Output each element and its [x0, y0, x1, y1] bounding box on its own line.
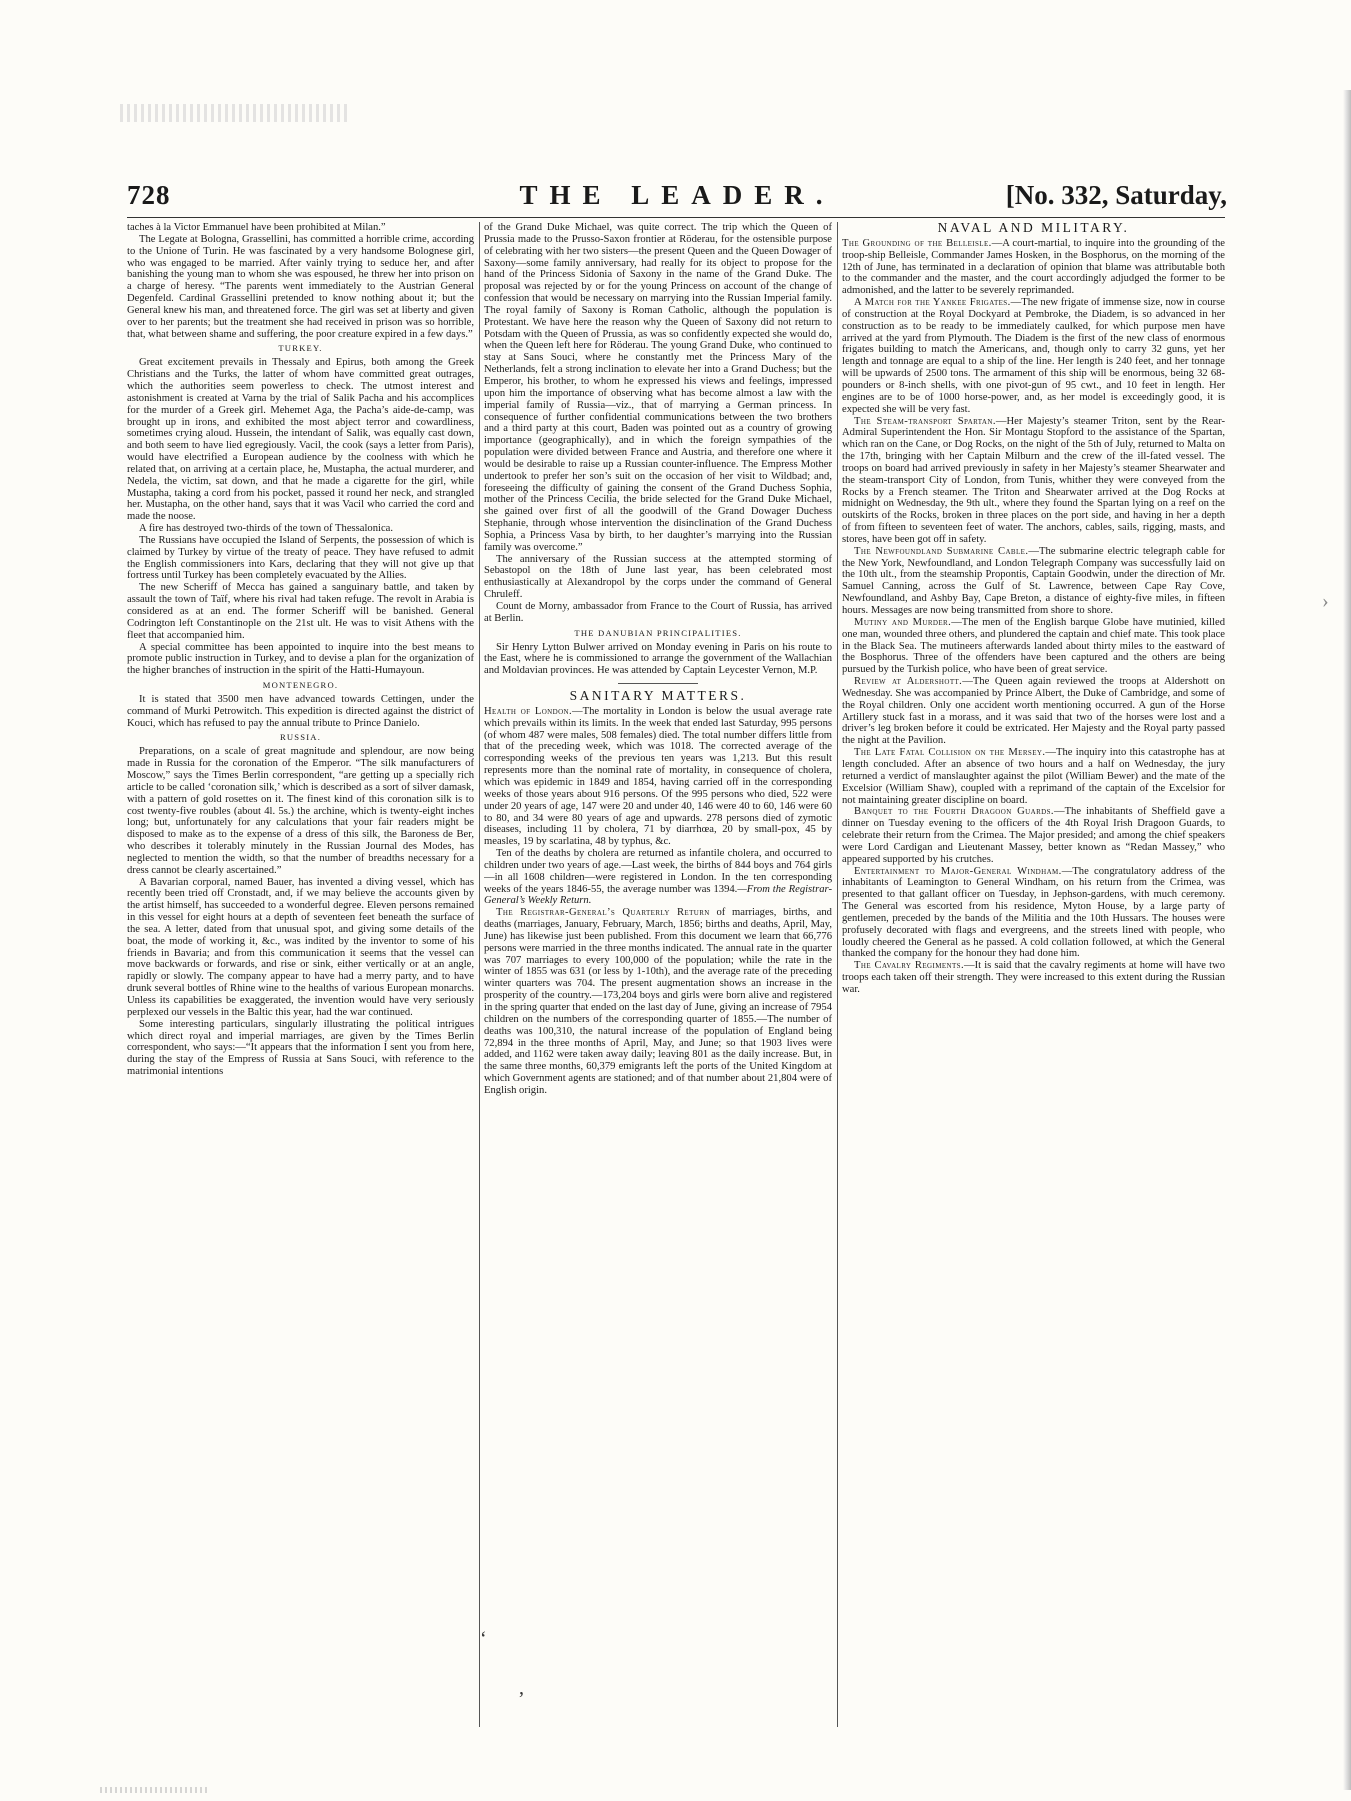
paragraph: [842, 238, 1225, 297]
subsection-heading: MONTENEGRO.: [262, 680, 339, 691]
masthead: THE LEADER.: [519, 180, 835, 210]
paragraph: [842, 617, 1225, 676]
column-rule: [479, 222, 480, 1727]
paragraph-body: —The inhabitants of Sheffield gave a dinner on Tuesday evening to the officers of the 4th Royal Irish Dragoon Guards, to celebrate their return from the Crimea. The Major presided; and among the chief speakers were Lord Cardigan and Lieutenant Massey, better known as “Redan Massey,” who appeared supported by his crutches.: [842, 806, 1225, 865]
paragraph: Preparations, on a scale of great magnitude and splendour, are now being made in Russia for the coronation of the Emperor. “The silk manufacturers of Moscow,” says the Times Berlin correspondent, “are getting up a specially rich article to be called ‘coronation silk,’ which is described as a sort of silver damask, with a pattern of gold rosettes on it. The finest kind of this coronation silk is to cost twenty-five roubles (about 4l. 5s.) the archine, which is twenty-eight inches long; but, unfortunately for any calculations that your fair readers might be disposed to make as to the expense of a dress of this silk, the Baroness de Ber, who describes it tolerably minutely in the Russian Journal des Modes, has neglected to mention the width, so that the number of breadths necessary for a dress cannot be clearly ascertained.”: [127, 746, 474, 876]
page-binding-edge: [1343, 90, 1351, 1790]
column-2: [484, 222, 832, 1727]
paragraph: of the Grand Duke Michael, was quite correct. The trip which the Queen of Prussia made to the Prusso-Saxon frontier at Röderau, for the ostensible purpose of celebrating with her two sisters—the present Queen and the Queen Dowager of Saxony—some family anniversary, had really for its object to propose for the hand of the Princess Sidonia of Saxony in the name of the Grand Duke. The proposal was rejected by or for the young Princess on account of the change of confession that would be necessary on marrying into the Russian Imperial family. The royal family of Saxony is Roman Catholic, although the population is Protestant. We have here the reason why the Queen of Saxony did not return to Potsdam with the Queen of Prussia, as was so confidently expected she would do, when the Queen left here for Röderau. The young Grand Duke, who continued to stay at Sans Souci, where he constantly met the Princess Mary of the Netherlands, felt a strong inclination to elevate her into a Grand Duchess; but the Emperor, his brother, to whom he expressed his views and feelings, impressed upon him the importance of observing what has become almost a law with the imperial family of Russia—viz., that of marrying a German princess. In consequence of further confidential communications between the two brothers and a third party at this court, Baden was pointed out as a country of growing importance (geographically), and in which the foreign sympathies of the population were divided between France and Austria, and therefore one where it would be desirable to raise up a Russian counter-influence. The Empress Mother undertook to prefer her son’s suit on the occasion of her visit to Wildbad; and, foreseeing the difficulty of gaining the consent of the Grand Duchess Sophia, mother of the Princess Cecilia, the bride selected for the Grand Duke Michael, she gained over first of all the goodwill of the Grand Dowager Duchess Stephanie, through whose intervention the disinclination of the Grand Duchess Sophia, a Princess Vasa by birth, to her daughter’s marrying into the Russian family was overcome.”: [484, 222, 832, 553]
paragraph: A special committee has been appointed to inquire into the best means to promote public instruction in Turkey, and to devise a plan for the organization of the higher branches of instruction in the spirit of the Hatti-Humayoun.: [127, 641, 474, 677]
paragraph-body: Ten of the deaths by cholera are returned as infantile cholera, and occurred to children under two years of age.—Last week, the births of 844 boys and 764 girls—in all 1608 children—were registered in London. In the ten corresponding weeks of the years 1846-55, the average number was 1394.: [484, 848, 832, 895]
paragraph-lead: Banquet to the Fourth Dragoon Guards.: [854, 806, 1054, 818]
column-3: [842, 222, 1225, 1727]
source-citation: —From the Registrar-General’s Weekly Return.: [484, 883, 832, 907]
paragraph: [842, 676, 1225, 747]
paragraph-body: —The new frigate of immense size, now in course of construction at the Royal Dockyard at Pembroke, the Diadem, is so advanced in her construction as to be ready to be immediately caulked, for which purpose men have arrived at the yard from Plymouth. The Diadem is the first of the new class of enormous frigates building to match the Americans, and, though only to carry 32 guns, yet her length and tonnage are equal to a ship of the line. Her length is 240 feet, and her tonnage will be upwards of 2500 tons. The armament of this ship will be enormous, being 32 68-pounders or 8-inch shells, with one pivot-gun of 95 cwt., and 10 feet in length. Her engines are to be of 1000 horse-power, and, as her model is exceedingly good, it is expected she will be very fast.: [842, 297, 1225, 415]
paragraph-lead: The Grounding of the Belleisle.: [842, 237, 992, 249]
paragraph-lead: Mutiny and Murder.: [854, 616, 952, 628]
paragraph-lead: Health of London.: [484, 705, 573, 717]
subsection-heading: TURKEY.: [278, 343, 323, 354]
paragraph-body: —The Queen again reviewed the troops at Aldershott on Wednesday. She was accompanied by Prince Albert, the Duke of Cambridge, and some of the Royal children. Only one accident worth mentioning occurred. A gun of the Horse Artillery stuck fast in a morass, and it was said that two of the horses were lost and a driver’s leg broken before it could be extricated. Her Majesty and the Royal party passed the night at the Pavilion.: [842, 676, 1225, 747]
paragraph: Some interesting particulars, singularly illustrating the political intrigues which direct royal and imperial marriages, are given by the Times Berlin correspondent, who says:—“It appears that the information I sent you from here, during the stay of the Empress of Russia at Sans Souci, with reference to the matrimonial intentions: [127, 1018, 474, 1078]
paragraph-body: —The men of the English barque Globe have mutinied, killed one man, wounded three others, and plundered the captain and chief mate. This took place in the Black Sea. The mutineers afterwards landed about thirty miles to the eastward of the Bosphorus. Three of the offenders have been captured and the others are being pursued by the Turkish police, who have been of great service.: [842, 616, 1225, 676]
paragraph: [484, 907, 832, 1097]
paragraph: The anniversary of the Russian success at the attempted storming of Sebastopol on the 18th of June last year, has been celebrated most enthusiastically at Alexandropol by the corps under the command of General Chruleff.: [484, 553, 832, 601]
paragraph: [484, 848, 832, 907]
column-rule: [837, 222, 838, 1727]
paragraph-lead: The Late Fatal Collision on the Mersey.: [854, 747, 1046, 759]
header-rule: [127, 217, 1225, 218]
paragraph: The Legate at Bologna, Grassellini, has committed a horrible crime, according to the Unione of Turin. He was fascinated by a very handsome Bolognese girl, who was engaged to be married. After vainly trying to seduce her, and after banishing the young man to whom she was espoused, he threw her into prison on a charge of heresy. “The parents went immediately to the Austrian General Degenfeld. Cardinal Grassellini pretended to know nothing about it; but the General knew his man, and threatened force. The girl was set at liberty and given over to her parents; but the treatment she had received in prison was so horrible, that, what between shame and suffering, the poor creature expired in a few days.”: [127, 233, 474, 340]
paragraph-body: —The inquiry into this catastrophe has at length concluded. After an absence of two hours and a half on Wednesday, the jury returned a verdict of manslaughter against the pilot (William Bewer) and the mate of the Excelsior (William Shaw), coupled with a reprimand of the captain of the Excelsior for not maintaining greater discipline on board.: [842, 747, 1225, 806]
paragraph: [842, 747, 1225, 806]
column-1: [127, 222, 474, 1727]
paragraph: Sir Henry Lytton Bulwer arrived on Monday evening in Paris on his route to the East, where he is commissioned to arrange the government of the Wallachian and Moldavian provinces. He was attended by Captain Leycester Vernon, M.P.: [484, 641, 832, 677]
paragraph-lead: The Registrar-General’s Quarterly Return: [496, 907, 710, 919]
section-divider: [618, 683, 698, 684]
paragraph-lead: The Newfoundland Submarine Cable.: [854, 545, 1029, 557]
print-smudge-bottom: [100, 1787, 210, 1793]
paragraph: [842, 416, 1225, 546]
issue-info: [1006, 180, 1227, 211]
paragraph: taches à la Victor Emmanuel have been prohibited at Milan.”: [127, 222, 386, 233]
paragraph: [842, 297, 1225, 415]
paragraph: The new Scheriff of Mecca has gained a sanguinary battle, and taken by assault the town of Taïf, where his rival had taken refuge. The revolt in Arabia is considered as at an end. The former Scheriff will be banished. General Codrington left Constantinople on the 21st ult. He was to visit Athens with the fleet that accompanied him.: [127, 582, 474, 641]
paragraph-lead: The Steam-transport Spartan.: [854, 415, 996, 427]
stray-mark: ‘: [480, 1628, 487, 1650]
paragraph: [842, 960, 1225, 996]
paragraph: The Russians have occupied the Island of Serpents, the possession of which is claimed by Turkey by virtue of the treaty of peace. They have refused to admit the English commissioners into Kars, declaring that they will not give up that fortress until Turkey has been completely evacuated by the Allies.: [127, 534, 474, 582]
issue-number: [No. 332,: [1005, 180, 1109, 210]
paragraph-lead: A Match for the Yankee Frigates.: [854, 297, 1011, 309]
paragraph-lead: Review at Aldershott.: [854, 676, 963, 688]
subsection-heading: THE DANUBIAN PRINCIPALITIES.: [574, 627, 742, 638]
paragraph-body: —The submarine electric telegraph cable for the New York, Newfoundland, and London Telegraph Company was successfully laid on the 10th ult., from the steamship Propontis, Captain Goodwin, under the direction of Mr. Samuel Canning, across the Gulf of St. Lawrence, between Cape Ray Cove, Newfoundland, and Ashby Bay, Cape Breton, a distance of eighty-five miles, in fifteen hours. Messages are now being transmitted from shore to shore.: [842, 545, 1225, 616]
paragraph: It is stated that 3500 men have advanced towards Cettingen, under the command of Murki Petrowitch. This expedition is directed against the district of Kouci, which has refused to pay the annual tribute to Prince Danielo.: [127, 693, 474, 729]
page-header: [127, 180, 1227, 218]
paragraph: [484, 706, 832, 848]
paragraph: [842, 866, 1225, 961]
stray-mark: ›: [1322, 590, 1329, 612]
page-number: 728: [127, 180, 171, 210]
section-heading: SANITARY MATTERS.: [569, 688, 747, 704]
paragraph: A Bavarian corporal, named Bauer, has invented a diving vessel, which has recently been tried off Cronstadt, and, if we may believe the accounts given by the artist himself, has succeeded to a wonderful degree. Eleven persons remained in this vessel for eight hours at a depth of seventeen feet beneath the surface of the sea. A letter, dated from that unusual spot, and giving some details of the boat, the mode of working it, &c., was indited by the inventor to some of his friends in Bavaria; and from this communication it seems that the vessel can move backwards or forwards, and rise or sink, either vertically or at an angle, rapidly or slowly. The company appear to have had a merry party, and to have drunk several bottles of Rhine wine to the healths of various European monarchs. Unless its capabilities be exaggerated, the invention would have very seriously perplexed our vessels in the Baltic this year, had the war continued.: [127, 876, 474, 1018]
subsection-heading: RUSSIA.: [279, 732, 322, 743]
paragraph: [842, 546, 1225, 617]
paragraph-body: —It is said that the cavalry regiments at home will have two troops each taken off their strength. They were increased to this extent during the Russian war.: [842, 960, 1225, 995]
paragraph: A fire has destroyed two-thirds of the town of Thessalonica.: [139, 523, 393, 535]
section-heading: NAVAL AND MILITARY.: [937, 222, 1130, 235]
paragraph-body: —A court-martial, to inquire into the grounding of the troop-ship Belleisle, Commander James Hosken, in the Bosphorus, on the morning of the 12th of June, has terminated in a declaration of opinion that blame was attributable both to the commander and the master, and the court accordingly adjudged the former to be admonished, and the latter to be severely reprimanded.: [842, 237, 1225, 297]
paragraph-body: —The mortality in London is below the usual average rate which prevails within its limits. In the week that ended last Saturday, 995 persons (of whom 487 were males, 508 females) died. The total number differs little from that of the preceding week, which was 1018. The corrected average of the corresponding weeks of the previous ten years was 1,213. But this result represents more than the nominal rate of mortality, in consequence of cholera, which was epidemic in 1849 and 1854, having carried off in the corresponding weeks of those years about 916 persons. Of the 995 persons who died, 522 were under 20 years of age, 147 were 20 and under 40, 146 were 40 to 60, 146 were 60 to 80, and 34 were 80 years of age and upwards. 278 persons died of zymotic diseases, including 11 by cholera, 71 by diarrhœa, 20 by small-pox, 45 by measles, 19 by scarlatina, 48 by typhus, &c.: [484, 705, 832, 848]
paragraph-lead: Entertainment to Major-General Windham.: [854, 865, 1062, 877]
paragraph: Count de Morny, ambassador from France to the Court of Russia, has arrived at Berlin.: [484, 601, 832, 624]
paragraph-body: —Her Majesty’s steamer Triton, sent by the Rear-Admiral Superintendent the Hon. Sir Montagu Stopford to the assistance of the Spartan, which ran on the Cane, or Dog Rocks, on the night of the 5th of July, returned to Malta on the 17th, bringing with her Captain Milburn and the crew of the ill-fated vessel. The troops on board had arrived previously in safety in her Majesty’s steamer Shearwater and the steam-transport City of London, from Tunis, whither they were conveyed from the Rocks by a French steamer. The Triton and Shearwater arrived at the Dog Rocks at midnight on Wednesday, the 9th ult., where they found the Spartan lying on a reef on the outskirts of the Rocks, broken in three places on the port side, and having in her a depth of from fifteen to seventeen feet of water. The anchors, cables, sails, rigging, masts, and stores, have been got off in safety.: [842, 415, 1225, 545]
print-smudge: [120, 104, 350, 122]
paragraph-body: of marriages, births, and deaths (marriages, January, February, March, 1856; births and deaths, April, May, June) has likewise just been published. From this document we learn that 66,776 persons were married in the three months indicated. The annual rate in the quarter was 707 marriages to every 100,000 of the population; while the rate in the winter of 1855 was 631 (or less by 1-10th), and the average rate of the preceding winter quarters was 704. The present augmentation shows an increase in the prosperity of the country.—173,204 boys and girls were born alive and registered in the spring quarter that ended on the last day of June, giving an increase of 7954 children on the numbers of the corresponding quarter of 1855.—The number of deaths was 100,310, the natural increase of the population of England being 72,894 in the three months of April, May, and June; so that 1903 lives were added, and 1162 were taken away daily; leaving 801 as the daily increase. But, in the same three months, 60,379 emigrants left the ports of the United Kingdom at which Government agents are stationed; and of that number about 21,804 were of English origin.: [484, 907, 832, 1096]
paragraph-body: —The congratulatory address of the inhabitants of Leamington to General Windham, on his return from the Crimea, was presented to that gallant officer on Tuesday, in Jephson-gardens, with much ceremony. The General was escorted from his residence, Myton House, by a large party of gentlemen, preceded by the bands of the Militia and the 10th Hussars. The houses were profusely decorated with flags and evergreens, and the streets lined with people, who loudly cheered the General as he passed. A cold collation followed, at which the General thanked the company for the honour they had done him.: [842, 865, 1225, 960]
paragraph: Great excitement prevails in Thessaly and Epirus, both among the Greek Christians and the Turks, the latter of whom have committed great outrages, which the authorities seem powerless to check. The utmost interest and astonishment is created at Varna by the trial of Salik Pacha and his accomplices for the murder of a Greek girl. Mehemet Aga, the Pacha’s aide-de-camp, was brought up in irons, and exhibited the most abject terror and cowardliness, sometimes crying aloud. Hussein, the intendant of Salik, was equally cast down, and both seem to have lied egregiously. Vacil, the cook (says a letter from Paris), would have electrified a European audience by the coolness with which he related that, on arriving at a certain place, he, Mustapha, the actual murderer, and Nedela, the victim, sat down, and that he made a cigarette for the girl, while Mustapha, taking a cord from his pocket, passed it round her neck, and strangled her. Mustapha, on the other hand, says that it was Vacil who carried the cord and made the noose.: [127, 357, 474, 523]
paragraph: [842, 806, 1225, 865]
paragraph-lead: The Cavalry Regiments.: [854, 960, 965, 972]
stray-mark: ’: [518, 1688, 525, 1710]
issue-day: Saturday,: [1115, 180, 1227, 210]
